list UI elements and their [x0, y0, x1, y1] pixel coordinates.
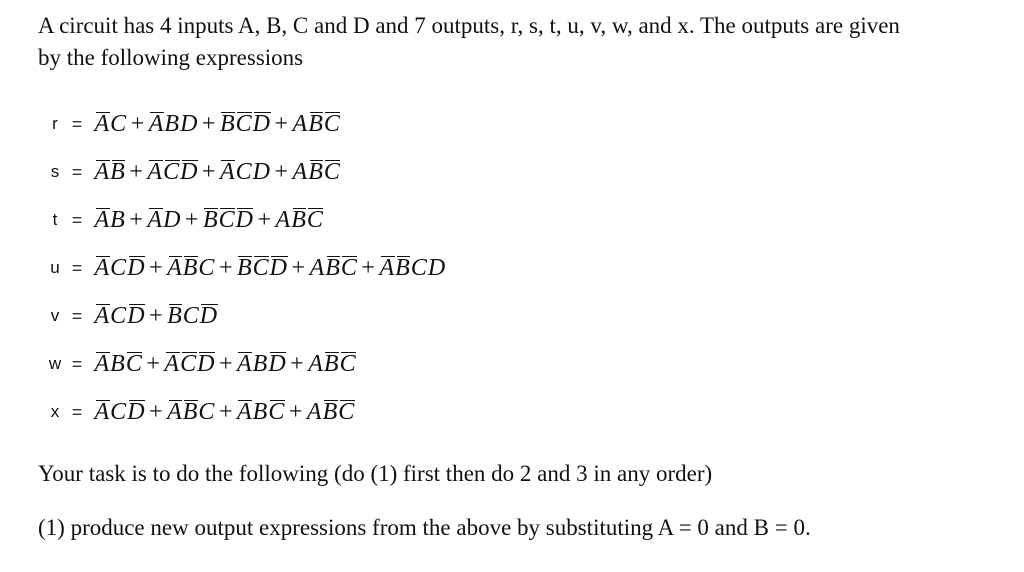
plus-operator: + [290, 350, 304, 377]
literal: A [308, 350, 323, 377]
expression [94, 399, 355, 426]
product-term [148, 111, 198, 138]
complemented-literal: A [94, 254, 110, 281]
product-term [309, 255, 357, 282]
literal: A [309, 254, 325, 281]
equals-sign: = [71, 305, 83, 326]
complemented-literal: C [235, 110, 252, 137]
task-instructions: Your task is to do the following (do (1) first then do 2 and 3 in any order) [38, 461, 713, 486]
complemented-literal: D [127, 302, 145, 329]
complemented-literal: A [94, 398, 110, 425]
intro-paragraph [38, 10, 900, 74]
output-variable: s [50, 162, 60, 181]
output-variable: u [50, 258, 60, 277]
literal: C [198, 254, 215, 281]
complemented-literal: A [147, 206, 163, 233]
complemented-literal: B [236, 254, 252, 281]
equals-sign: = [71, 161, 83, 182]
equation-s [44, 152, 340, 192]
complemented-literal: A [147, 158, 163, 185]
complemented-literal: B [110, 158, 125, 185]
literal: B [164, 110, 180, 137]
complemented-literal: D [127, 254, 145, 281]
product-term [236, 399, 284, 426]
complemented-literal: C [252, 254, 269, 281]
complemented-literal: C [323, 110, 340, 137]
product-term [94, 111, 127, 138]
literal: C [110, 254, 127, 281]
product-term [94, 255, 145, 282]
equation-u [44, 248, 446, 288]
product-term [94, 207, 125, 234]
equals-sign: = [71, 113, 83, 134]
complemented-literal: A [94, 302, 110, 329]
literal: D [427, 254, 446, 281]
product-term [219, 111, 270, 138]
complemented-literal: B [291, 206, 306, 233]
complemented-literal: D [235, 206, 253, 233]
complemented-literal: D [199, 302, 218, 329]
product-term [219, 159, 270, 186]
complemented-literal: C [323, 158, 340, 185]
plus-operator: + [274, 158, 289, 185]
complemented-literal: A [236, 398, 252, 425]
expression [94, 207, 323, 234]
equation-w [44, 344, 356, 384]
intro-line-1: A circuit has 4 inputs A, B, C and D and 7 outputs, r, s, t, u, v, w, and x. The outputs are given [38, 13, 900, 38]
expression [94, 159, 340, 186]
complemented-literal: A [236, 350, 252, 377]
complemented-literal: A [94, 350, 110, 377]
literal: C [110, 302, 127, 329]
output-variable: v [50, 306, 60, 325]
complemented-literal: A [167, 254, 182, 281]
complemented-literal: B [202, 206, 218, 233]
plus-operator: + [149, 254, 163, 281]
equation-x [44, 392, 355, 432]
complemented-literal: D [269, 254, 288, 281]
intro-line-2: by the following expressions [38, 45, 304, 70]
equals-sign: = [71, 353, 83, 374]
literal: B [252, 398, 268, 425]
product-term [94, 159, 125, 186]
complemented-literal: A [94, 110, 110, 137]
complemented-literal: A [94, 206, 110, 233]
complemented-literal: A [164, 350, 180, 377]
complemented-literal: C [306, 206, 323, 233]
plus-operator: + [218, 398, 233, 425]
complemented-literal: B [323, 350, 339, 377]
plus-operator: + [146, 350, 160, 377]
complemented-literal: B [167, 302, 182, 329]
literal: A [275, 206, 291, 233]
product-term [292, 159, 340, 186]
complemented-literal: B [182, 254, 198, 281]
complemented-literal: A [379, 254, 395, 281]
output-variable: x [50, 402, 60, 421]
equals-sign: = [71, 401, 83, 422]
complemented-literal: D [252, 110, 270, 137]
complemented-literal: A [94, 158, 110, 185]
complemented-literal: C [218, 206, 235, 233]
plus-operator: + [129, 206, 143, 233]
complemented-literal: C [163, 158, 180, 185]
equation-r [44, 104, 340, 144]
complemented-literal: D [127, 398, 145, 425]
plus-operator: + [257, 206, 272, 233]
complemented-literal: D [268, 350, 286, 377]
literal: B [252, 350, 268, 377]
complemented-literal: C [339, 350, 356, 377]
literal: D [180, 110, 198, 137]
complemented-literal: B [308, 158, 323, 185]
equation-t [44, 200, 323, 240]
literal: C [110, 398, 127, 425]
product-term [306, 399, 354, 426]
complemented-literal: C [180, 350, 197, 377]
output-variable: t [52, 210, 58, 229]
complemented-literal: B [395, 254, 410, 281]
literal: A [306, 398, 322, 425]
literal: D [163, 206, 181, 233]
complemented-literal: C [125, 350, 142, 377]
product-term [236, 351, 286, 378]
product-term [275, 207, 323, 234]
output-variable: r [52, 114, 58, 133]
plus-operator: + [218, 254, 233, 281]
complemented-literal: A [219, 158, 235, 185]
complemented-literal: C [268, 398, 285, 425]
plus-operator: + [218, 350, 233, 377]
equals-sign: = [71, 209, 83, 230]
plus-operator: + [274, 110, 289, 137]
literal: B [110, 206, 125, 233]
expression [94, 111, 340, 138]
product-term [379, 255, 446, 282]
complemented-literal: B [182, 398, 198, 425]
complemented-literal: B [322, 398, 338, 425]
product-term [147, 207, 181, 234]
product-term [308, 351, 356, 378]
complemented-literal: B [325, 254, 340, 281]
plus-operator: + [288, 398, 303, 425]
complemented-literal: B [308, 110, 323, 137]
equals-sign: = [71, 257, 83, 278]
complemented-literal: C [340, 254, 357, 281]
plus-operator: + [361, 254, 375, 281]
product-term [147, 159, 198, 186]
product-term [292, 111, 340, 138]
plus-operator: + [291, 254, 306, 281]
literal: B [110, 350, 125, 377]
product-term [167, 255, 215, 282]
plus-operator: + [130, 110, 145, 137]
product-term [167, 399, 215, 426]
equation-v [44, 296, 218, 336]
output-variable: w [48, 354, 62, 373]
product-term [94, 303, 145, 330]
complemented-literal: D [197, 350, 215, 377]
plus-operator: + [129, 158, 143, 185]
complemented-literal: B [219, 110, 235, 137]
plus-operator: + [149, 398, 163, 425]
plus-operator: + [201, 158, 216, 185]
complemented-literal: A [148, 110, 164, 137]
literal: C [182, 302, 199, 329]
complemented-literal: D [180, 158, 198, 185]
product-term [236, 255, 287, 282]
plus-operator: + [184, 206, 199, 233]
plus-operator: + [149, 302, 163, 329]
product-term [94, 351, 142, 378]
product-term [164, 351, 215, 378]
plus-operator: + [201, 110, 216, 137]
expression [94, 351, 356, 378]
complemented-literal: A [167, 398, 182, 425]
product-term [94, 399, 145, 426]
literal: D [252, 158, 270, 185]
literal: C [198, 398, 215, 425]
literal: C [110, 110, 127, 137]
literal: A [292, 158, 308, 185]
product-term [202, 207, 253, 234]
complemented-literal: C [338, 398, 355, 425]
expression [94, 303, 218, 330]
literal: C [235, 158, 252, 185]
literal: C [410, 254, 427, 281]
step-1-instructions: (1) produce new output expressions from the above by substituting A = 0 and B = 0. [38, 515, 811, 540]
product-term [167, 303, 218, 330]
literal: A [292, 110, 308, 137]
expression [94, 255, 446, 282]
